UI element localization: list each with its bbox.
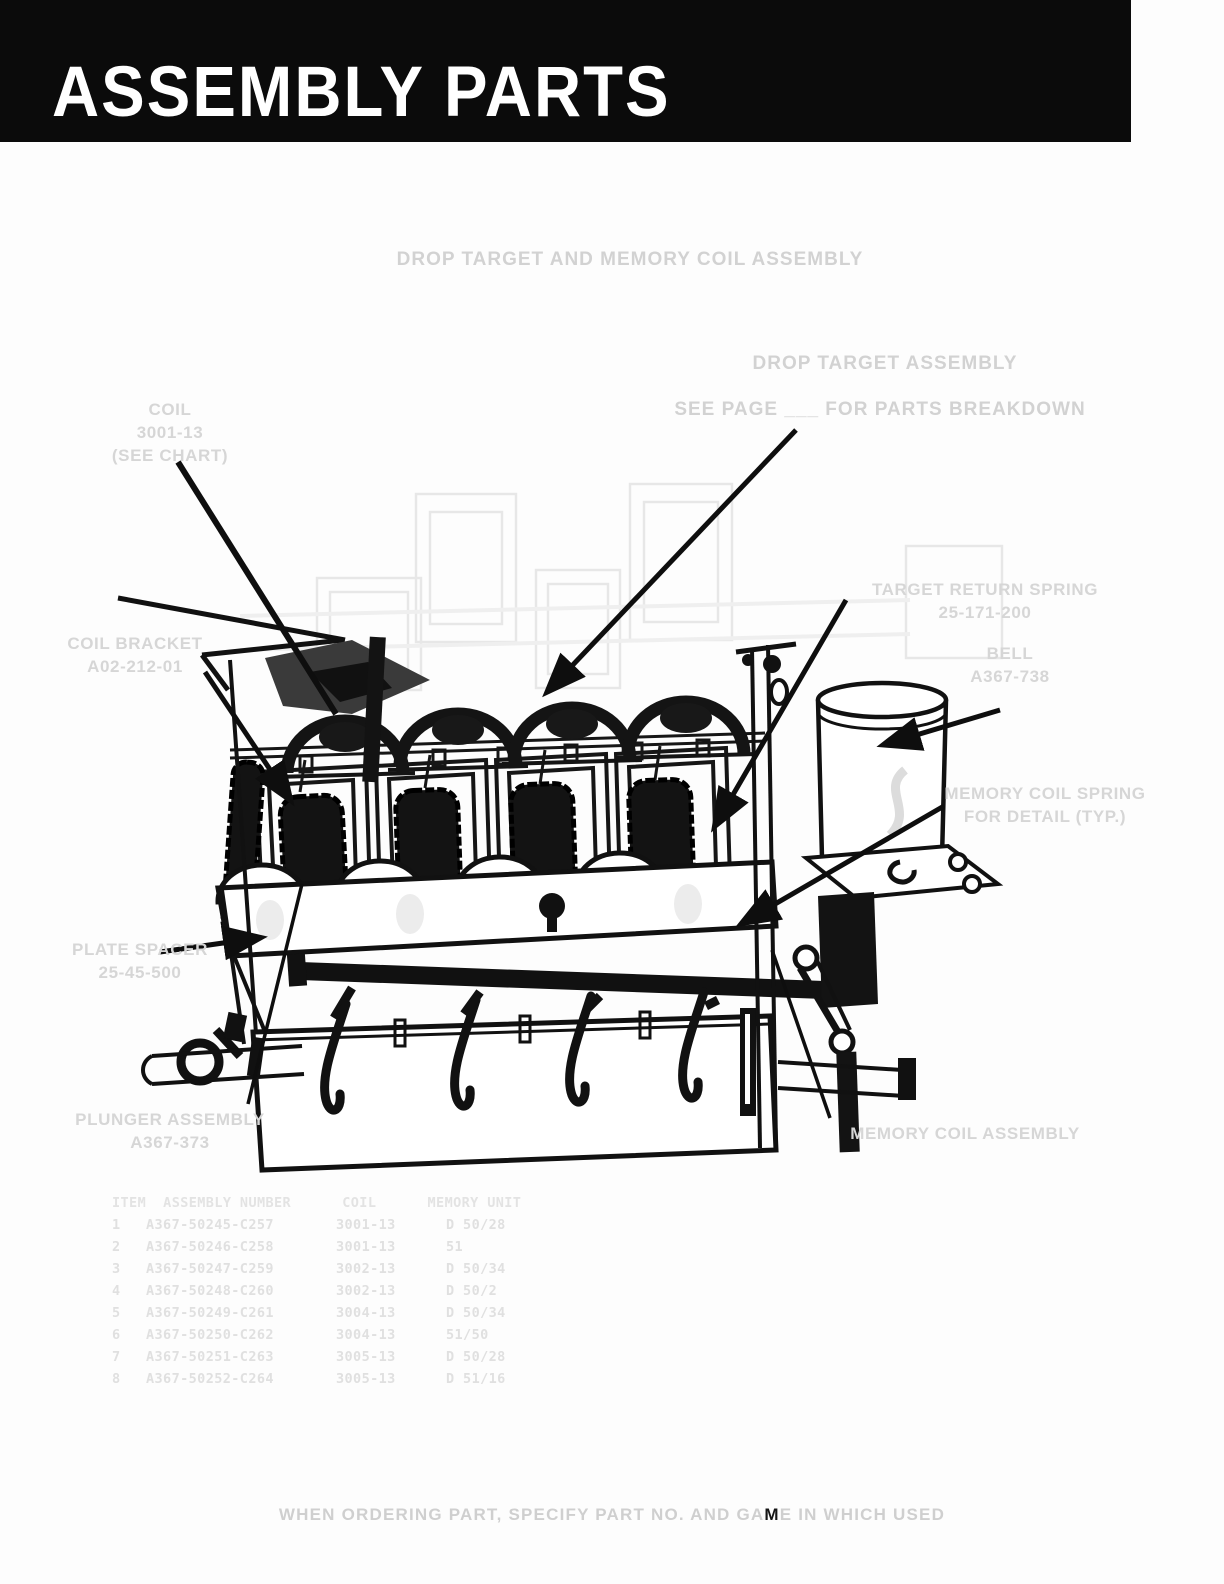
table-header: ITEM ASSEMBLY NUMBER COIL MEMORY UNIT [112, 1195, 522, 1211]
label-memory-coil-assembly: MEMORY COIL ASSEMBLY [850, 1124, 1080, 1143]
label-coil: COIL 3001-13 (SEE CHART) [111, 400, 229, 465]
table-row: 6 A367-50250-C262 3004-13 51/50 [112, 1327, 489, 1343]
table-row: 2 A367-50246-C258 3001-13 51 [112, 1239, 464, 1255]
table-row: 3 A367-50247-C259 3002-13 D 50/34 [112, 1261, 506, 1277]
label-coil-bracket: COIL BRACKET A02-212-01 [67, 634, 203, 676]
diagram-title: DROP TARGET AND MEMORY COIL ASSEMBLY [396, 249, 864, 270]
table-row: 7 A367-50251-C263 3005-13 D 50/28 [112, 1349, 506, 1365]
coil-bracket-shape [118, 598, 430, 782]
label-drop-target-assembly: DROP TARGET ASSEMBLY [752, 353, 1018, 374]
cross-rod [287, 953, 852, 1018]
label-parts-breakdown: SEE PAGE ___ FOR PARTS BREAKDOWN [674, 399, 1086, 420]
table-row: 1 A367-50245-C257 3001-13 D 50/28 [112, 1217, 506, 1233]
table-row: 4 A367-50248-C260 3002-13 D 50/2 [112, 1283, 498, 1299]
page-title: ASSEMBLY PARTS [52, 51, 671, 132]
table-row: 5 A367-50249-C261 3004-13 D 50/34 [112, 1305, 506, 1321]
label-return-spring: TARGET RETURN SPRING 25-171-200 [871, 580, 1099, 622]
label-bell: BELL A367-738 [970, 644, 1050, 686]
lower-plate [253, 992, 776, 1170]
label-plate-spacer: PLATE SPACER 25-45-500 [72, 940, 208, 982]
table-row: 8 A367-50252-C264 3005-13 D 51/16 [112, 1371, 506, 1387]
header-banner [0, 0, 1131, 142]
footer-note: WHEN ORDERING PART, SPECIFY PART NO. AND GAME IN WHICH USED [278, 1505, 946, 1524]
parts-table [112, 1192, 632, 1390]
label-memory-coil-spring: MEMORY COIL SPRING FOR DETAIL (TYP.) [944, 784, 1146, 826]
label-plunger-assembly: PLUNGER ASSEMBLY A367-373 [75, 1110, 265, 1152]
